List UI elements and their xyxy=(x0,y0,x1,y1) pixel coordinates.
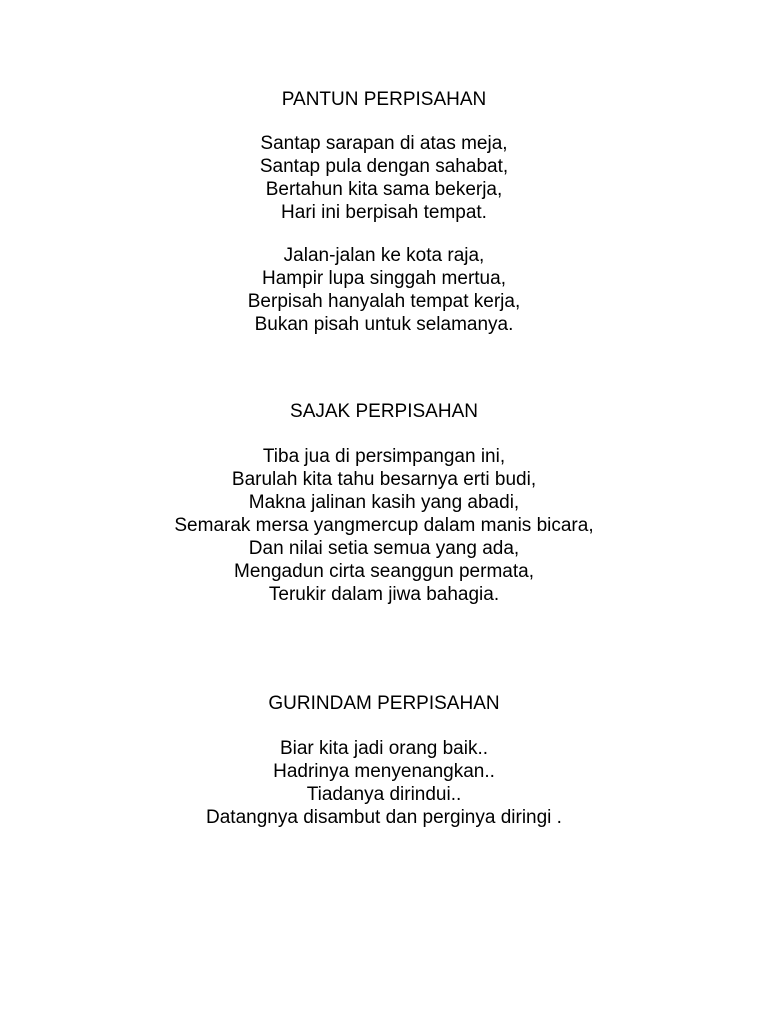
pantun-line: Santap pula dengan sahabat, xyxy=(259,156,509,177)
sajak-section xyxy=(0,400,768,606)
sajak-line: Barulah kita tahu besarnya erti budi, xyxy=(231,469,537,490)
pantun-line: Bukan pisah untuk selamanya. xyxy=(254,314,514,335)
pantun-stanza-2 xyxy=(0,244,768,336)
pantun-line: Jalan-jalan ke kota raja, xyxy=(283,245,485,266)
sajak-title: SAJAK PERPISAHAN xyxy=(290,401,478,422)
sajak-line: Semarak mersa yangmercup dalam manis bicara, xyxy=(174,515,594,536)
pantun-title: PANTUN PERPISAHAN xyxy=(281,89,487,110)
sajak-line: Dan nilai setia semua yang ada, xyxy=(248,538,520,559)
gurindam-line: Datangnya disambut dan perginya diringi . xyxy=(206,807,562,828)
pantun-stanza-1 xyxy=(0,132,768,224)
sajak-line: Terukir dalam jiwa bahagia. xyxy=(268,584,500,605)
sajak-line: Mengadun cirta seanggun permata, xyxy=(234,561,534,582)
pantun-line: Berpisah hanyalah tempat kerja, xyxy=(247,291,521,312)
gurindam-section xyxy=(0,692,768,829)
gurindam-line: Hadrinya menyenangkan.. xyxy=(273,761,495,782)
gurindam-line: Tiadanya dirindui.. xyxy=(306,784,462,805)
pantun-line: Hari ini berpisah tempat. xyxy=(281,202,487,223)
gurindam-title: GURINDAM PERPISAHAN xyxy=(268,693,500,714)
sajak-line: Tiba jua di persimpangan ini, xyxy=(262,446,506,467)
sajak-line: Makna jalinan kasih yang abadi, xyxy=(248,492,520,513)
pantun-line: Hampir lupa singgah mertua, xyxy=(262,268,506,289)
sajak-stanza xyxy=(0,445,768,606)
pantun-line: Bertahun kita sama bekerja, xyxy=(265,179,503,200)
gurindam-line: Biar kita jadi orang baik.. xyxy=(279,738,489,759)
pantun-line: Santap sarapan di atas meja, xyxy=(260,133,508,154)
pantun-section xyxy=(0,88,768,336)
gurindam-stanza xyxy=(0,737,768,829)
